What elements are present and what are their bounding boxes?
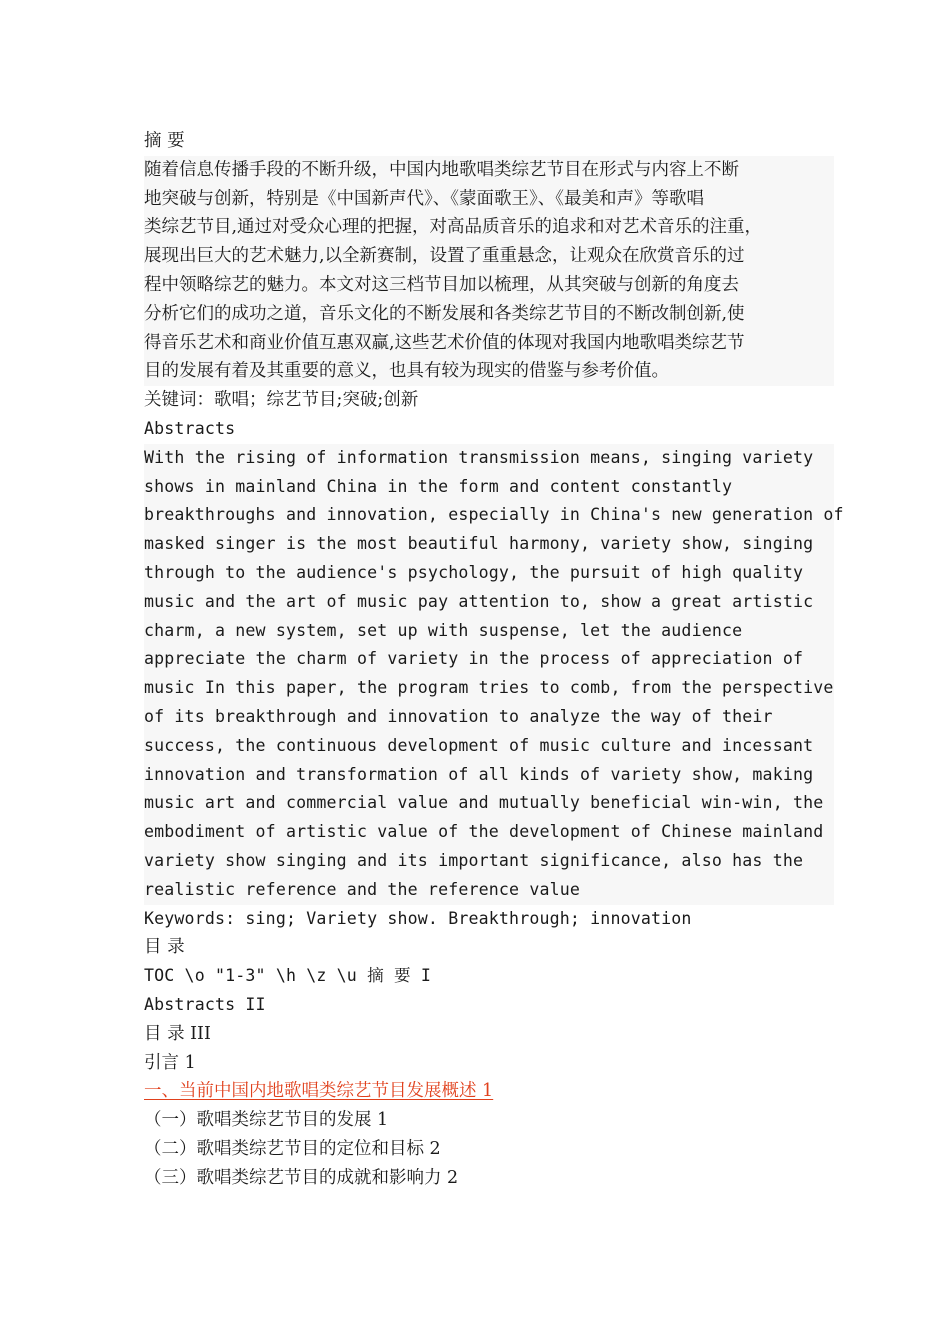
keywords-en: Keywords: sing; Variety show. Breakthrough; innovation: [144, 908, 692, 928]
abstract-en-line: variety show singing and its important significance, also has the: [144, 847, 834, 876]
abstract-cn-line: 目的发展有着及其重要的意义，也具有较为现实的借鉴与参考价值。: [144, 357, 834, 386]
toc-entry-contents[interactable]: 目 录 III: [144, 1023, 211, 1044]
abstract-cn-line: 程中领略综艺的魅力。本文对这三档节目加以梳理，从其突破与创新的角度去: [144, 271, 834, 300]
abstract-en-line: music art and commercial value and mutually beneficial win-win, the: [144, 789, 834, 818]
abstract-cn-line: 地突破与创新，特别是《中国新声代》、《蒙面歌王》、《最美和声》等歌唱: [144, 185, 834, 214]
toc-entry-section-1-3[interactable]: （三）歌唱类综艺节目的成就和影响力 2: [144, 1167, 459, 1188]
abstract-en-line: appreciate the charm of variety in the process of appreciation of: [144, 645, 834, 674]
abstract-cn-line: 得音乐艺术和商业价值互惠双赢,这些艺术价值的体现对我国内地歌唱类综艺节: [144, 329, 834, 358]
abstract-en-line: of its breakthrough and innovation to analyze the way of their: [144, 703, 834, 732]
abstract-en-line: music and the art of music pay attention to, show a great artistic: [144, 588, 834, 617]
abstract-en-line: through to the audience's psychology, the pursuit of high quality: [144, 559, 834, 588]
abstract-en-heading: Abstracts: [144, 418, 236, 438]
abstract-en-line: music In this paper, the program tries to comb, from the perspective: [144, 674, 834, 703]
abstract-en-line: innovation and transformation of all kinds of variety show, making: [144, 761, 834, 790]
document-page: [144, 127, 844, 1192]
toc-entry-chapter-1-link[interactable]: [144, 1077, 834, 1106]
abstract-cn-line: 分析它们的成功之道，音乐文化的不断发展和各类综艺节目的不断改制创新,使: [144, 300, 834, 329]
toc-field-code: TOC \o "1-3" \h \z \u 摘 要 I: [144, 966, 431, 986]
abstract-cn-line: 类综艺节目,通过对受众心理的把握，对高品质音乐的追求和对艺术音乐的注重，: [144, 213, 834, 242]
abstract-en-line: masked singer is the most beautiful harmony, variety show, singing: [144, 530, 834, 559]
keywords-cn: 关键词：歌唱；综艺节目;突破;创新: [144, 390, 419, 411]
toc-entry-section-1-2[interactable]: （二）歌唱类综艺节目的定位和目标 2: [144, 1138, 441, 1159]
abstract-cn-line: 随着信息传播手段的不断升级，中国内地歌唱类综艺节目在形式与内容上不断: [144, 156, 834, 185]
abstract-cn-heading: 摘 要: [144, 131, 185, 151]
abstract-en-line: embodiment of artistic value of the development of Chinese mainland: [144, 818, 834, 847]
abstract-en-line: charm, a new system, set up with suspense, let the audience: [144, 617, 834, 646]
abstract-en-line: shows in mainland China in the form and content constantly: [144, 473, 834, 502]
abstract-en-line: With the rising of information transmission means, singing variety: [144, 444, 834, 473]
toc-entry-abstracts[interactable]: Abstracts II: [144, 994, 266, 1014]
abstract-en-line: success, the continuous development of music culture and incessant: [144, 732, 834, 761]
toc-heading: 目 录: [144, 937, 185, 958]
toc-entry-introduction[interactable]: 引言 1: [144, 1052, 196, 1073]
abstract-en-line: breakthroughs and innovation, especially in China's new generation of: [144, 501, 834, 530]
toc-link-text[interactable]: 一、当前中国内地歌唱类综艺节目发展概述 1: [144, 1081, 494, 1102]
abstract-en-line: realistic reference and the reference value: [144, 876, 834, 905]
toc-entry-section-1-1[interactable]: （一）歌唱类综艺节目的发展 1: [144, 1110, 389, 1131]
abstract-cn-line: 展现出巨大的艺术魅力,以全新赛制，设置了重重悬念，让观众在欣赏音乐的过: [144, 242, 834, 271]
